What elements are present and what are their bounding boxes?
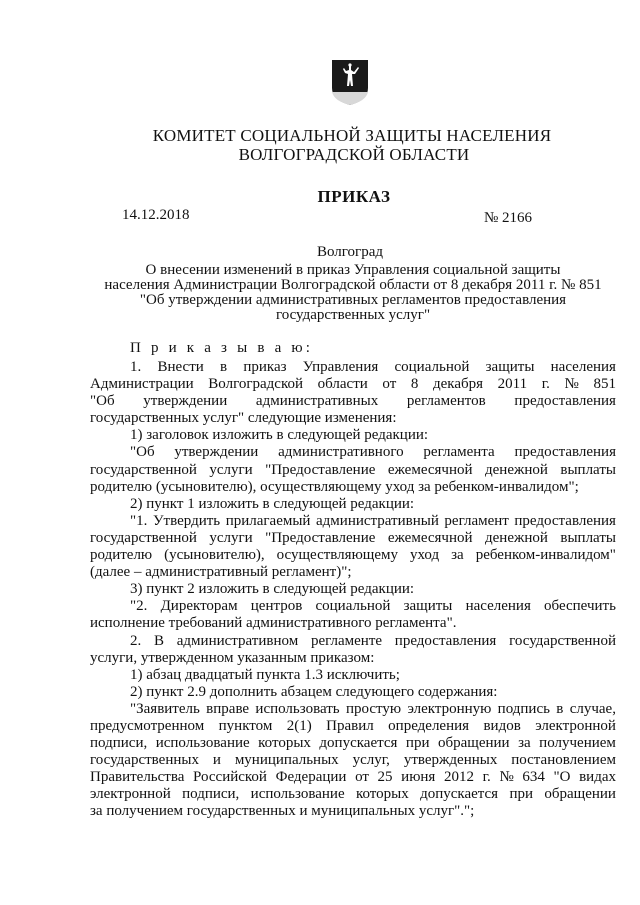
body-word: государственной (90, 529, 197, 546)
body-word: государственных услуг" следующие изменения: (90, 410, 397, 427)
body-word: денежной (485, 461, 548, 478)
subject-line: "Об утверждении административных регламентов предоставления (139, 292, 567, 308)
body-word: 851 (593, 376, 616, 393)
document-body (90, 359, 616, 821)
body-word: населения (465, 598, 531, 615)
body-line (90, 701, 616, 718)
body-word: предоставления (514, 512, 616, 529)
body-word: регламенте (310, 632, 383, 649)
body-word: защиты (403, 598, 453, 615)
body-word: утвержденных (403, 752, 498, 769)
body-word: постановлением (511, 752, 616, 769)
body-word: административном (176, 632, 299, 649)
body-word: регламент (444, 512, 509, 529)
body-word: "О (553, 769, 571, 786)
body-word: "Об (130, 444, 155, 461)
body-word: 8 (410, 376, 419, 393)
body-word: случае, (569, 700, 616, 717)
body-word: регламентов (406, 393, 486, 410)
body-word: утверждении (174, 444, 259, 461)
body-word: "2. (130, 598, 148, 615)
body-word: родителю (усыновителю), осуществляющему уход за ребенком-инвалидом"; (90, 478, 579, 495)
body-word: г. (541, 376, 550, 393)
body-word: Российской (193, 769, 267, 786)
body-word: 2) пункт 2.9 дополнить абзацем следующего содержания: (130, 683, 498, 700)
body-line (90, 359, 616, 376)
body-word: использовать (255, 700, 340, 717)
body-word: Правительства (90, 769, 185, 786)
body-line (90, 513, 616, 530)
body-word: видах (579, 769, 616, 786)
body-word: уход (409, 547, 440, 564)
body-word: административного (278, 444, 404, 461)
order-word: П р и к а з ы в а ю: (130, 340, 314, 356)
body-word: за (518, 735, 531, 752)
body-word: обращении (437, 735, 510, 752)
body-word: услуги, утвержденном указанным приказом: (90, 649, 375, 666)
body-word: приказ (243, 359, 287, 375)
body-word: муниципальных (234, 752, 339, 769)
body-word: вправе (206, 700, 250, 717)
body-word: обеспечить (544, 598, 616, 615)
volgograd-coat-of-arms-icon (330, 58, 370, 106)
body-word: в (220, 359, 228, 375)
body-line (90, 496, 616, 513)
body-word: за (451, 547, 464, 564)
body-word: "Об (90, 393, 115, 410)
subject-line: населения Администрации Волгоградской области от 8 декабря 2011 г. № 851 (104, 277, 602, 293)
body-word: при (509, 786, 534, 803)
body-line (90, 803, 616, 820)
body-line (90, 427, 616, 444)
body-word: электронной (535, 717, 616, 734)
body-word: предоставления (394, 632, 497, 649)
subject-line: государственных услуг" (275, 307, 431, 323)
body-word: услуг, (352, 752, 390, 769)
body-word: "Заявитель (130, 700, 200, 717)
body-line (90, 786, 616, 803)
body-word: которых (258, 735, 311, 752)
body-word: определения (388, 717, 470, 734)
body-word: 2012 (443, 769, 474, 786)
body-line (90, 547, 616, 564)
body-word: 2) пункт 1 изложить в следующей редакции: (130, 495, 415, 512)
body-word: подписи, (182, 786, 240, 803)
body-line (90, 752, 616, 769)
body-word: Внести (157, 359, 204, 375)
body-word: от (382, 376, 397, 393)
body-word: регламента (423, 444, 495, 461)
body-line (90, 564, 616, 581)
body-line (90, 376, 616, 393)
org-name-line-1: КОМИТЕТ СОЦИАЛЬНОЙ ЗАЩИТЫ НАСЕЛЕНИЯ (152, 126, 552, 145)
body-word: выплаты (560, 529, 616, 546)
document-type: ПРИКАЗ (317, 187, 391, 206)
body-word: (далее – административный регламент)"; (90, 564, 352, 581)
document-number: № 2166 (484, 210, 533, 226)
body-word: государственных (90, 752, 199, 769)
body-word: использование (155, 735, 250, 752)
body-word: исполнение требований административного регламента". (90, 615, 457, 632)
body-line (90, 650, 616, 667)
body-word: от (355, 769, 369, 786)
body-word: "Предоставление (265, 461, 376, 478)
body-word: допускается (319, 735, 398, 752)
body-word: утверждении (143, 393, 228, 410)
body-word: 2(1) (286, 717, 312, 734)
body-line (90, 444, 616, 461)
body-word: 25 (377, 769, 393, 786)
body-line (90, 718, 616, 735)
body-word: Правил (326, 717, 374, 734)
body-line (90, 735, 616, 752)
body-word: социальной (315, 598, 391, 615)
body-word: административный (316, 512, 439, 529)
body-word: Директорам (160, 598, 238, 615)
body-word: области (317, 376, 368, 393)
document-date: 14.12.2018 (122, 207, 190, 223)
body-word: видов (483, 717, 521, 734)
body-word: 3) пункт 2 изложить в следующей редакции: (130, 581, 415, 598)
body-word: простую (345, 700, 402, 717)
body-word: административных (255, 393, 379, 410)
order-word-block (90, 340, 616, 357)
body-word: предоставления (514, 393, 616, 410)
body-word: защиты (485, 359, 535, 375)
body-word: июня (401, 769, 436, 786)
body-word: выплаты (560, 461, 616, 478)
body-word: № (499, 769, 514, 786)
body-word: которых (355, 786, 409, 803)
body-word: 1) абзац двадцатый пункта 1.3 исключить; (130, 666, 400, 683)
body-line (90, 462, 616, 479)
body-word: при (405, 735, 430, 752)
body-word: обращении (544, 786, 616, 803)
body-word: № (564, 376, 579, 393)
body-line (90, 530, 616, 547)
body-word: Администрации (90, 376, 194, 393)
body-word: 1. (130, 359, 142, 375)
body-word: ребенком-инвалидом" (475, 547, 616, 564)
body-line (90, 684, 616, 701)
body-word: населения (550, 359, 616, 375)
body-word: государственной (509, 632, 616, 649)
body-word: родителю (90, 547, 153, 564)
body-word: Утвердить (152, 512, 221, 529)
body-word: использование (250, 786, 345, 803)
body-word: денежной (485, 529, 548, 546)
document-city: Волгоград (316, 244, 383, 260)
body-word: электронной (90, 786, 171, 803)
body-word: ежемесячной (387, 529, 473, 546)
body-line (90, 393, 616, 410)
body-word: электронную (407, 700, 492, 717)
body-word: (усыновителю), (164, 547, 265, 564)
body-word: подпись (497, 700, 550, 717)
body-line (90, 598, 616, 615)
body-word: получением (539, 735, 616, 752)
body-word: предусмотренном (90, 717, 205, 734)
body-line (90, 769, 616, 786)
body-line (90, 479, 616, 496)
body-line (90, 615, 616, 632)
body-line (90, 410, 616, 427)
body-word: 634 (522, 769, 545, 786)
body-word: осуществляющему (276, 547, 398, 564)
body-word: государственной (90, 461, 197, 478)
body-word: "1. (130, 512, 148, 529)
body-word: 1) заголовок изложить в следующей редакции: (130, 427, 429, 444)
body-word: за получением государственных и муниципальных услуг"."; (90, 803, 475, 820)
body-word: услуги (209, 461, 253, 478)
body-word: декабря (432, 376, 484, 393)
body-word: и (212, 752, 221, 769)
body-line (90, 633, 616, 650)
body-line (90, 667, 616, 684)
subject-line: О внесении изменений в приказ Управления социальной защиты (145, 262, 561, 278)
body-word: "Предоставление (265, 529, 376, 546)
org-name-line-2: ВОЛГОГРАДСКОЙ ОБЛАСТИ (238, 145, 470, 164)
body-word: услуги (209, 529, 253, 546)
body-word: Федерации (275, 769, 347, 786)
body-word: 2011 (497, 376, 528, 393)
body-word: ежемесячной (387, 461, 473, 478)
body-word: допускается (420, 786, 499, 803)
body-word: Управления (302, 359, 379, 375)
body-line (90, 581, 616, 598)
body-word: центров (250, 598, 303, 615)
body-word: социальной (394, 359, 470, 375)
document-subject (90, 263, 616, 323)
body-word: Волгоградской (208, 376, 304, 393)
body-word: прилагаемый (225, 512, 311, 529)
body-word: подписи, (90, 735, 148, 752)
body-word: г. (482, 769, 491, 786)
body-word: 2. (130, 632, 142, 649)
body-word: в (556, 700, 564, 717)
body-word: В (154, 632, 165, 649)
body-word: предоставления (514, 444, 616, 461)
body-word: пунктом (218, 717, 273, 734)
